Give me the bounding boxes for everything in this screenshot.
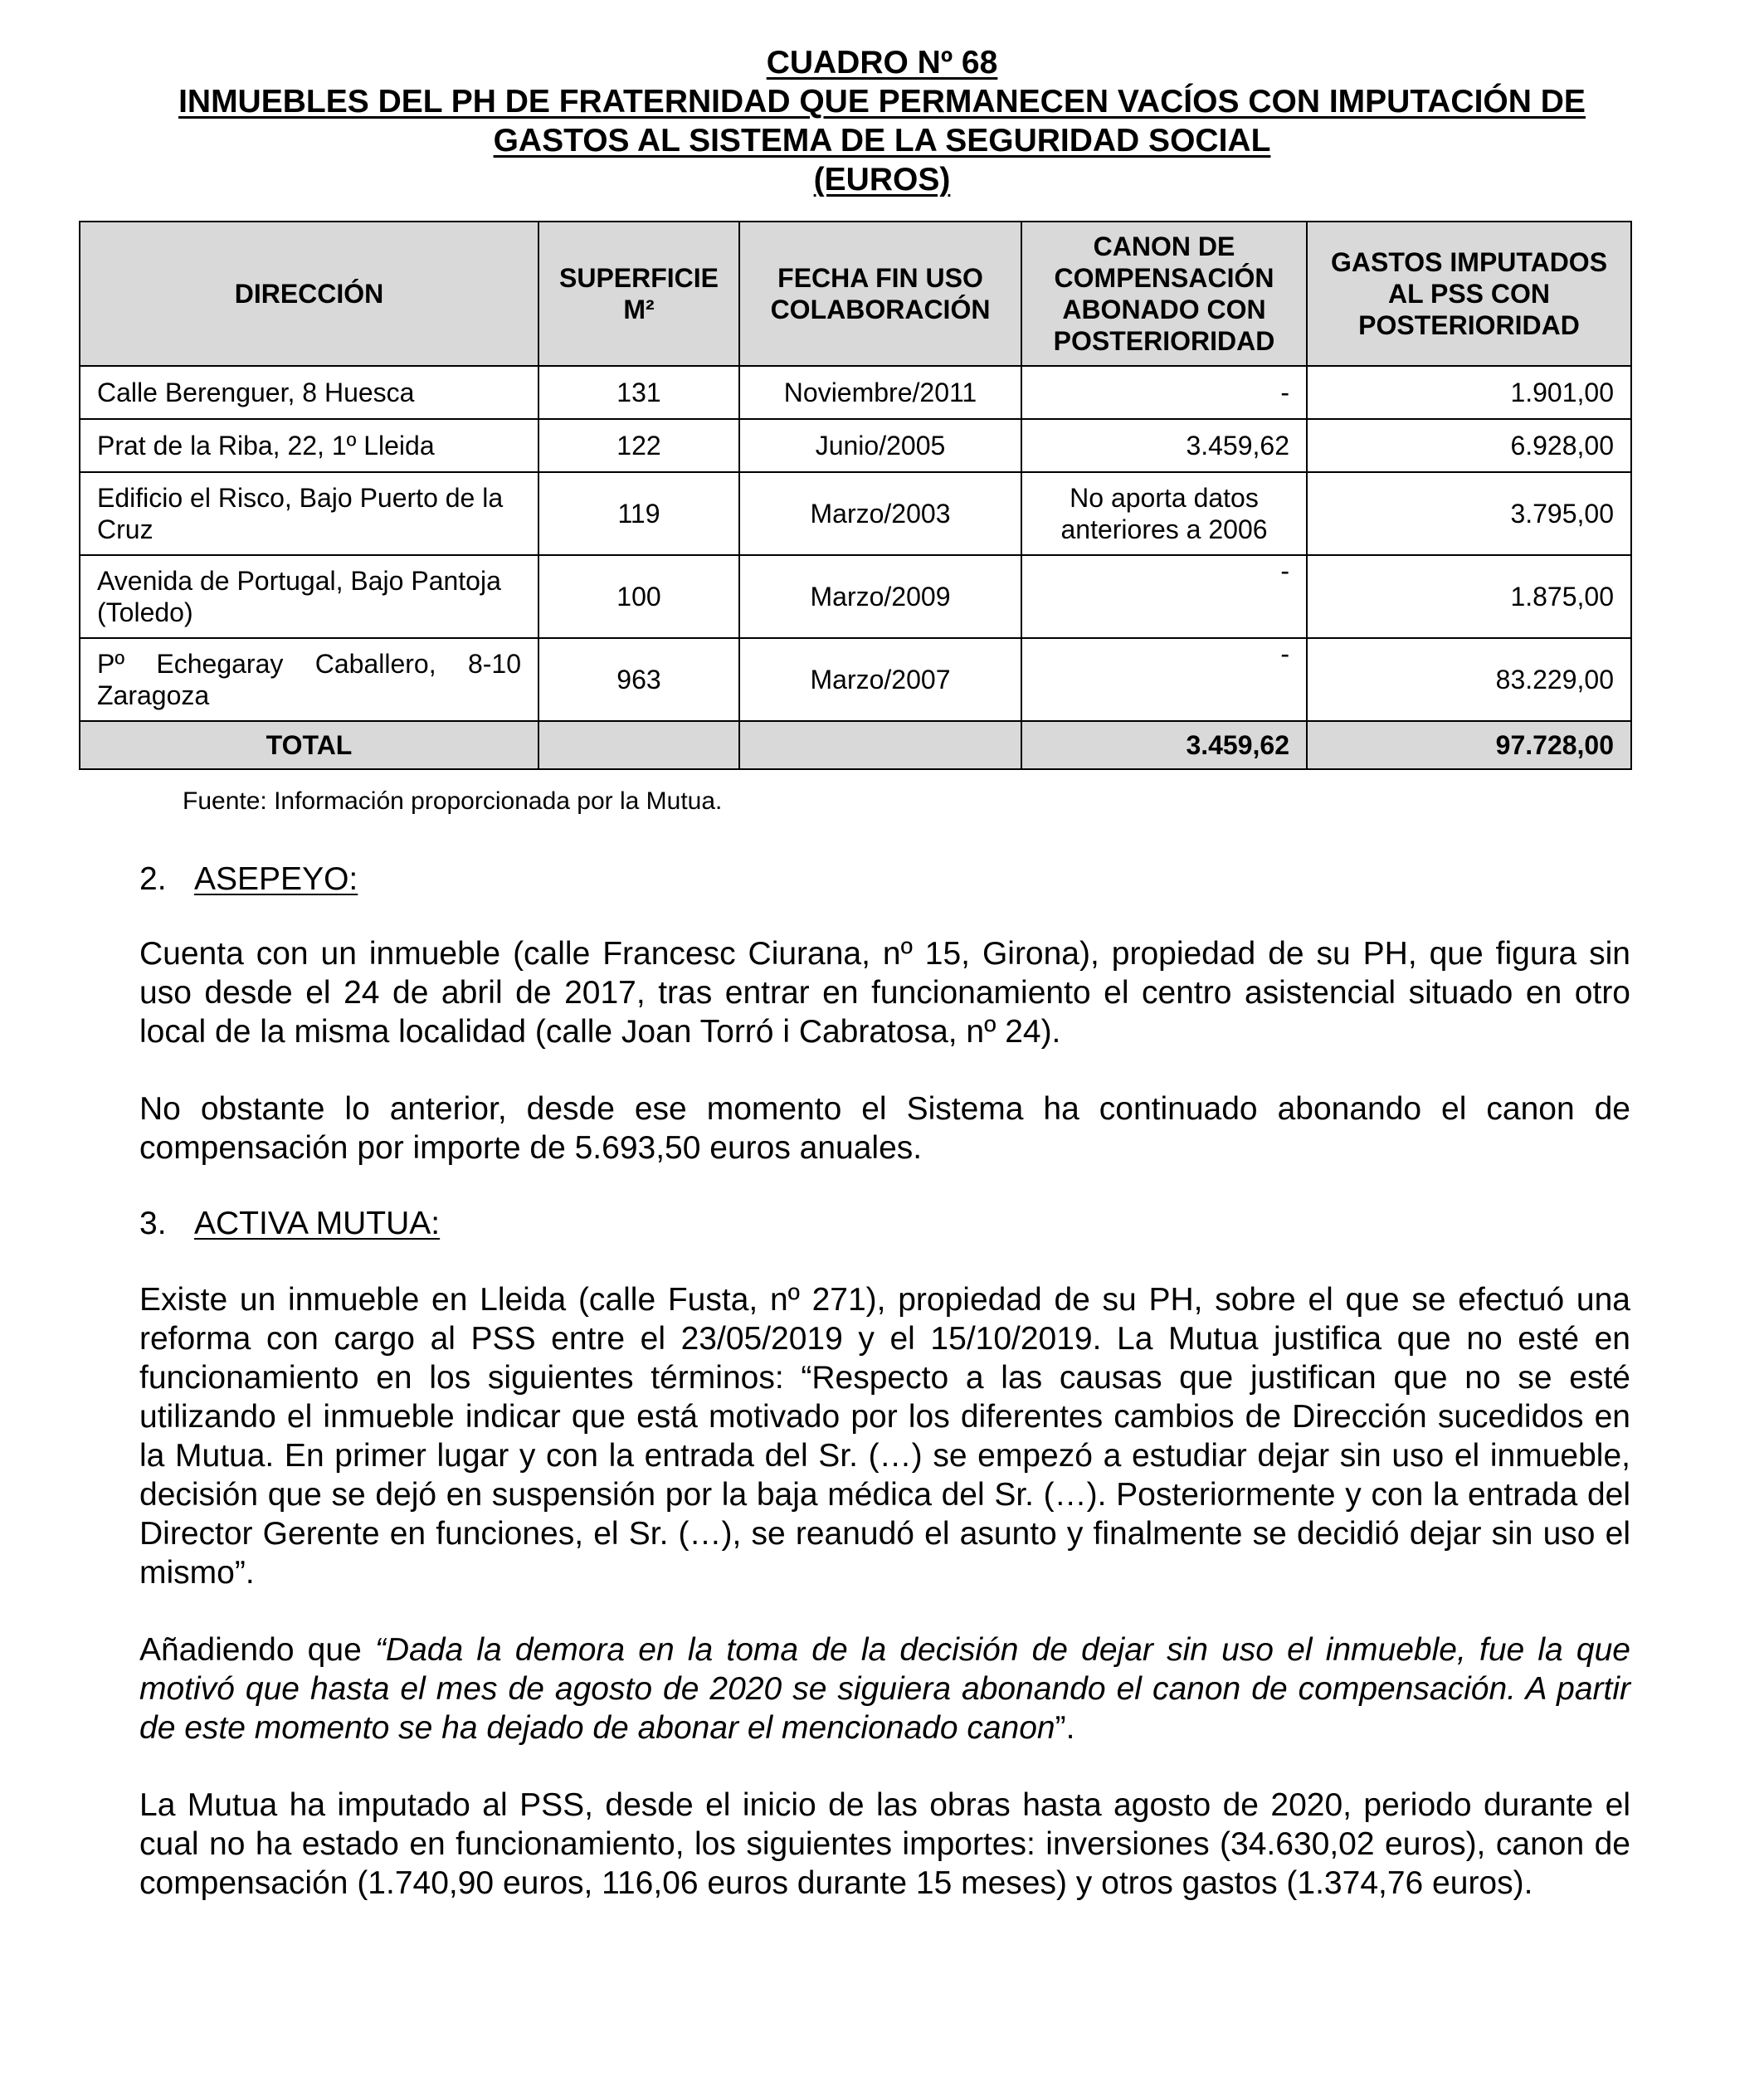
cell-superficie: 100 <box>538 555 739 638</box>
paragraph <box>139 1786 1630 1903</box>
cell-total-gastos: 97.728,00 <box>1307 721 1631 769</box>
cell-superficie: 119 <box>538 472 739 555</box>
cell-canon: - <box>1021 638 1307 721</box>
col-header-fecha: FECHA FIN USO COLABORACIÓN <box>739 222 1021 366</box>
table-total-row <box>80 721 1631 769</box>
paragraph <box>139 934 1630 1051</box>
paragraph-text: No obstante lo anterior, desde ese momento el Sistema ha continuado abonando el canon de compensación por importe de 5.693,50 euros anuales. <box>139 1091 1630 1166</box>
cell-gastos: 1.901,00 <box>1307 366 1631 419</box>
paragraph-quote <box>139 1630 1630 1747</box>
cell-gastos: 3.795,00 <box>1307 472 1631 555</box>
table-row <box>80 555 1631 638</box>
paragraph <box>139 1280 1630 1592</box>
cell-superficie: 122 <box>538 419 739 472</box>
title-line-2: INMUEBLES DEL PH DE FRATERNIDAD QUE PERMANECEN VACÍOS CON IMPUTACIÓN DE <box>178 84 1586 119</box>
paragraph-text: Añadiendo que <box>139 1632 375 1668</box>
title-line-1: CUADRO Nº 68 <box>766 45 998 80</box>
paragraph-text: Cuenta con un inmueble (calle Francesc Ciurana, nº 15, Girona), propiedad de su PH, que figura sin uso desde el 24 de abril de 2017, tras entrar en funcionamiento el centro asistencial situado en otro local de la misma localidad (calle Joan Torró i Cabratosa, nº 24). <box>139 936 1630 1050</box>
section-label: ACTIVA MUTUA: <box>194 1206 441 1241</box>
cell-gastos: 6.928,00 <box>1307 419 1631 472</box>
col-header-superficie: SUPERFICIE M² <box>538 222 739 366</box>
cell-fecha: Marzo/2009 <box>739 555 1021 638</box>
cell-fecha: Marzo/2003 <box>739 472 1021 555</box>
properties-table <box>79 221 1632 770</box>
section-label: ASEPEYO: <box>194 861 358 897</box>
cell-direccion: Calle Berenguer, 8 Huesca <box>80 366 538 419</box>
title-line-4: (EUROS) <box>813 162 951 197</box>
section-number: 2. <box>139 861 167 897</box>
cell-superficie: 131 <box>538 366 739 419</box>
paragraph-text: La Mutua ha imputado al PSS, desde el inicio de las obras hasta agosto de 2020, periodo durante el cual no ha estado en funcionamiento, los siguientes importes: inversiones (34.630,02 euros), canon de compensación (1.740,90 euros, 116,06 euros durante 15 meses) y otros gastos (1.374,76 euros). <box>139 1787 1630 1901</box>
cell-gastos: 1.875,00 <box>1307 555 1631 638</box>
section-heading-asepeyo <box>139 860 358 899</box>
cell-canon: - <box>1021 366 1307 419</box>
cell-canon: - <box>1021 555 1307 638</box>
table-header-row <box>80 222 1631 366</box>
col-header-direccion: DIRECCIÓN <box>80 222 538 366</box>
cell-canon: No aporta datos anteriores a 2006 <box>1021 472 1307 555</box>
cell-direccion: Prat de la Riba, 22, 1º Lleida <box>80 419 538 472</box>
table-source-note: Fuente: Información proporcionada por la Mutua. <box>183 787 723 815</box>
quoted-text: “Dada la demora en la toma de la decisión de dejar sin uso el inmueble, fue la que motivó que hasta el mes de agosto de 2020 se siguiera abonando el canon de compensación. A partir de este momento se ha dejado de abonar el mencionado canon <box>139 1632 1630 1746</box>
cell-total-canon: 3.459,62 <box>1021 721 1307 769</box>
title-line-3: GASTOS AL SISTEMA DE LA SEGURIDAD SOCIAL <box>493 123 1271 158</box>
table-row <box>80 638 1631 721</box>
cell-total-empty <box>739 721 1021 769</box>
cell-fecha: Noviembre/2011 <box>739 366 1021 419</box>
paragraph <box>139 1089 1630 1167</box>
section-number: 3. <box>139 1206 167 1241</box>
cell-fecha: Junio/2005 <box>739 419 1021 472</box>
col-header-canon: CANON DE COMPENSACIÓN ABONADO CON POSTERIORIDAD <box>1021 222 1307 366</box>
section-heading-activa-mutua <box>139 1204 440 1243</box>
cell-total-label: TOTAL <box>80 721 538 769</box>
paragraph-text: ”. <box>1055 1710 1075 1746</box>
table-row <box>80 419 1631 472</box>
cell-direccion: Edificio el Risco, Bajo Puerto de la Cruz <box>80 472 538 555</box>
cell-direccion: Avenida de Portugal, Bajo Pantoja (Toledo) <box>80 555 538 638</box>
cell-superficie: 963 <box>538 638 739 721</box>
paragraph-text: Existe un inmueble en Lleida (calle Fusta, nº 271), propiedad de su PH, sobre el que se efectuó una reforma con cargo al PSS entre el 23/05/2019 y el 15/10/2019. La Mutua justifica que no esté en funcionamiento en los siguientes términos: “Respecto a las causas que justifican que no se esté utilizando el inmueble indicar que está motivado por los diferentes cambios de Dirección sucedidos en la Mutua. En primer lugar y con la entrada del Sr. (…) se empezó a estudiar dejar sin uso el inmueble, decisión que se dejó en suspensión por la baja médica del Sr. (…). Posteriormente y con la entrada del Director Gerente en funciones, el Sr. (…), se reanudó el asunto y finalmente se decidió dejar sin uso el mismo”. <box>139 1282 1630 1591</box>
table-row <box>80 366 1631 419</box>
cell-canon: 3.459,62 <box>1021 419 1307 472</box>
cell-direccion: Pº Echegaray Caballero, 8-10 Zaragoza <box>80 638 538 721</box>
table-row <box>80 472 1631 555</box>
table-title <box>79 43 1685 199</box>
cell-gastos: 83.229,00 <box>1307 638 1631 721</box>
col-header-gastos: GASTOS IMPUTADOS AL PSS CON POSTERIORIDAD <box>1307 222 1631 366</box>
cell-total-empty <box>538 721 739 769</box>
cell-fecha: Marzo/2007 <box>739 638 1021 721</box>
